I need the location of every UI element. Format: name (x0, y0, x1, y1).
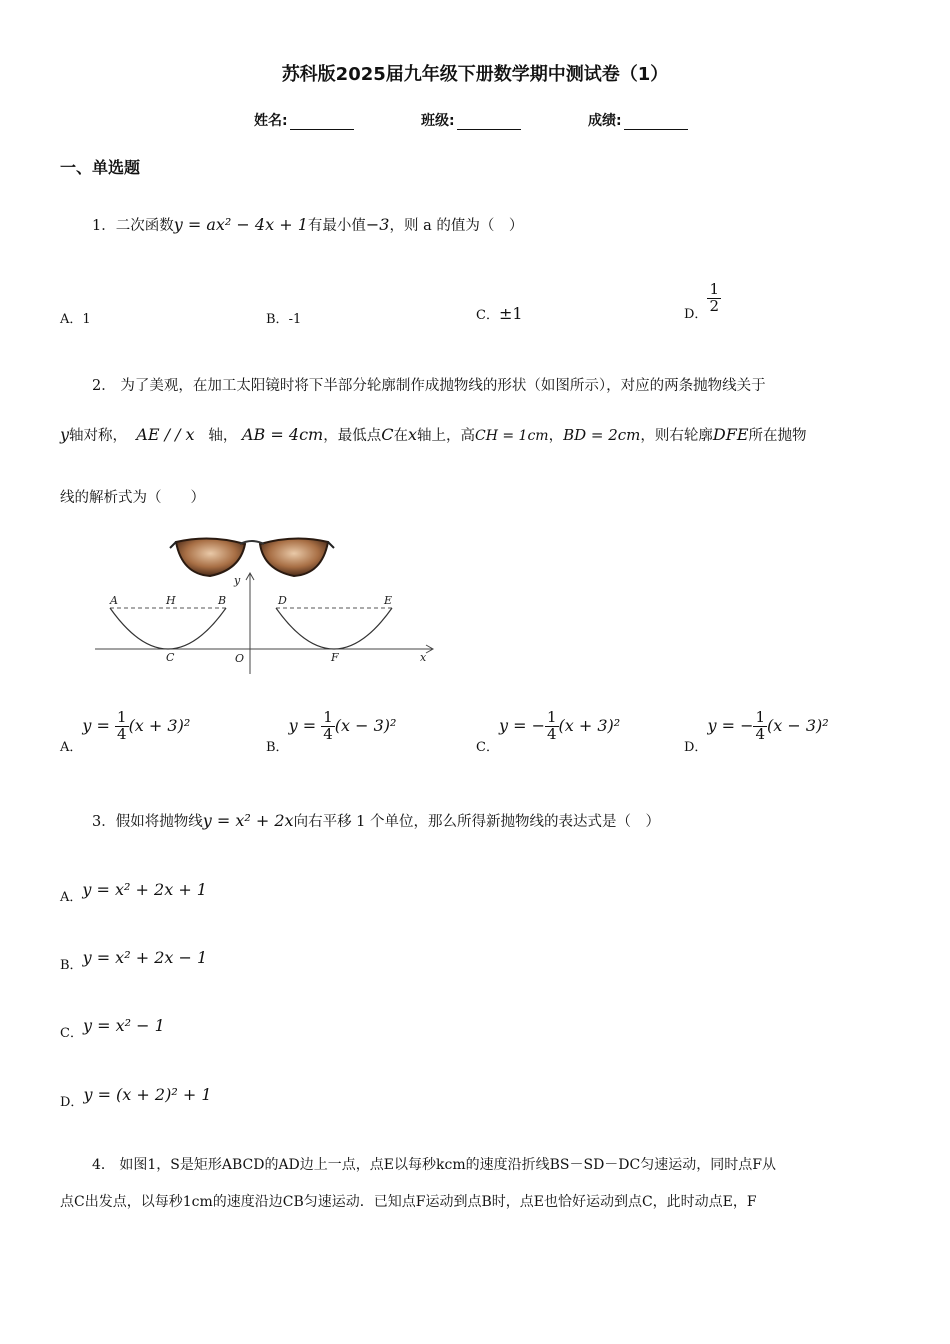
label-y: y (234, 574, 241, 587)
option-text: ±1 (498, 304, 523, 323)
fraction-denominator: 4 (323, 724, 333, 743)
q2-figure (90, 530, 440, 680)
q3-prefix: 3．假如将抛物线 (92, 814, 203, 830)
option-label: B． (266, 739, 289, 755)
class-blank (457, 115, 521, 130)
label-b: B (218, 594, 227, 607)
q1-suffix: ，则 a 的值为（ ） (389, 218, 524, 234)
option-fraction (753, 710, 767, 743)
option-label: B． (60, 958, 83, 973)
fraction-denominator: 4 (546, 724, 557, 743)
option-label: C． (476, 739, 499, 755)
q2-y-axis: y (60, 425, 70, 444)
label-h: H (166, 594, 176, 607)
q2-dfe: DFE (712, 425, 749, 444)
option-formula: y = $\frac{1}{4}$ (x − 3)² (288, 708, 397, 743)
q2-ab: AB = 4cm (242, 425, 324, 444)
q2-option-c[interactable] (476, 708, 621, 755)
label-a: A (110, 594, 118, 607)
class-label: 班级: (421, 113, 455, 129)
option-sign: − (740, 715, 754, 735)
name-field (254, 110, 354, 130)
q1-option-d[interactable] (684, 280, 721, 322)
fraction-numerator: 1 (709, 280, 719, 298)
q1-middle: 有最小值 (307, 218, 366, 234)
option-rest: (x + 3)² (558, 715, 621, 735)
page-title: 苏科版2025届九年级下册数学期中测试卷（1） (281, 64, 669, 85)
fraction-numerator: 1 (546, 708, 557, 726)
option-label: D． (684, 306, 708, 322)
q2-text: 轴对称， (69, 428, 128, 444)
score-blank (624, 115, 688, 130)
q3-option-a[interactable] (60, 880, 207, 905)
q2-c: C (381, 425, 394, 444)
q2-text: 所在抛物 (748, 428, 807, 444)
q2-bd: BD = 2cm (563, 426, 641, 444)
score-field (588, 110, 688, 130)
q2-text: 轴， (208, 428, 238, 444)
option-label: D． (684, 739, 708, 755)
option-formula: y = − $\frac{1}{4}$ (x − 3)² (707, 708, 829, 743)
fraction-numerator: 1 (323, 708, 333, 726)
name-label: 姓名: (254, 113, 288, 129)
label-x: x (420, 651, 427, 664)
left-parabola (110, 608, 226, 649)
option-formula: y = (x + 2)² + 1 (83, 1085, 212, 1104)
label-f: F (331, 651, 339, 664)
option-formula: y = x² − 1 (82, 1016, 165, 1035)
option-label: D． (60, 1095, 84, 1110)
option-formula: y = $\frac{1}{4}$ (x + 3)² (82, 708, 191, 743)
q2-line-3: 线的解析式为（ ） (60, 490, 205, 506)
option-sign: − (531, 715, 545, 735)
label-e: E (384, 594, 393, 607)
option-rest: (x − 3)² (767, 715, 829, 735)
q3-option-d[interactable] (60, 1085, 212, 1110)
option-formula: y = x² + 2x + 1 (82, 880, 207, 899)
fraction-numerator: 1 (755, 708, 766, 726)
q2-x: x (407, 425, 417, 444)
fraction-denominator: 4 (117, 724, 127, 743)
score-label: 成绩: (588, 113, 622, 129)
q4-line-2: 点C出发点，以每秒1cm的速度沿边CB匀速运动．已知点F运动到点B时，点E也恰好运动到点C，此时动点E，F (60, 1194, 757, 1210)
q2-text: 在 (393, 428, 408, 444)
q2-line-2 (60, 424, 807, 445)
q2-line-1: 2． 为了美观，在加工太阳镜时将下半部分轮廓制作成抛物线的形状（如图所示），对应的两条抛物线关于 (92, 378, 766, 394)
q1-option-c[interactable] (476, 304, 523, 323)
q3-option-b[interactable] (60, 948, 208, 973)
label-d: D (278, 594, 287, 607)
option-label: A． (60, 312, 83, 327)
option-text: 1 (82, 312, 91, 327)
option-label: A． (60, 890, 83, 905)
q1-formula: y = ax² − 4x + 1 (173, 215, 308, 234)
fraction-denominator: 4 (755, 724, 766, 743)
q1-option-a[interactable] (60, 308, 91, 327)
option-label: C． (60, 1026, 83, 1041)
class-field (421, 110, 521, 130)
q3-suffix: 向右平移 1 个单位，那么所得新抛物线的表达式是（ ） (293, 814, 661, 830)
option-formula: y = x² + 2x − 1 (82, 948, 208, 967)
option-fraction (321, 710, 335, 743)
q1-value: −3 (365, 215, 390, 234)
q2-text: ，最低点 (323, 428, 382, 444)
option-fraction (115, 710, 129, 743)
q4-line-1: 4． 如图1，S是矩形ABCD的AD边上一点，点E以每秒kcm的速度沿折线BS－SD－DC匀速运动，同时点F从 (92, 1157, 776, 1173)
q2-option-b[interactable] (266, 708, 397, 755)
option-label: B． (266, 312, 289, 327)
right-parabola (276, 608, 392, 649)
q1-option-b[interactable] (266, 308, 301, 327)
name-blank (290, 115, 354, 130)
option-rest: (x + 3)² (128, 715, 191, 735)
fraction-numerator: 1 (117, 708, 127, 726)
option-fraction (545, 710, 559, 743)
q2-text: ， (548, 428, 564, 444)
label-c: C (166, 651, 175, 664)
question-3 (92, 810, 660, 831)
q3-option-c[interactable] (60, 1016, 165, 1041)
q2-ch: CH = 1cm (474, 428, 549, 444)
sunglasses-image (170, 538, 334, 576)
q2-text: ，则右轮廓 (640, 428, 713, 444)
option-text: -1 (288, 312, 302, 327)
option-formula: y = − $\frac{1}{4}$ (x + 3)² (498, 708, 621, 743)
q2-option-d[interactable] (684, 708, 829, 755)
q2-text: 轴上，高 (416, 428, 475, 444)
q2-option-a[interactable] (60, 708, 191, 755)
q2-ae: AE / / x (136, 425, 195, 444)
option-label: C． (476, 308, 499, 323)
section-title: 一、单选题 (60, 158, 141, 177)
q3-formula: y = x² + 2x (202, 811, 294, 830)
option-label: A． (60, 739, 83, 755)
question-1 (92, 214, 523, 235)
q1-prefix: 1．二次函数 (92, 218, 174, 234)
option-fraction (707, 282, 721, 315)
label-o: O (235, 652, 245, 665)
fraction-denominator: 2 (709, 296, 719, 315)
option-rest: (x − 3)² (334, 715, 397, 735)
